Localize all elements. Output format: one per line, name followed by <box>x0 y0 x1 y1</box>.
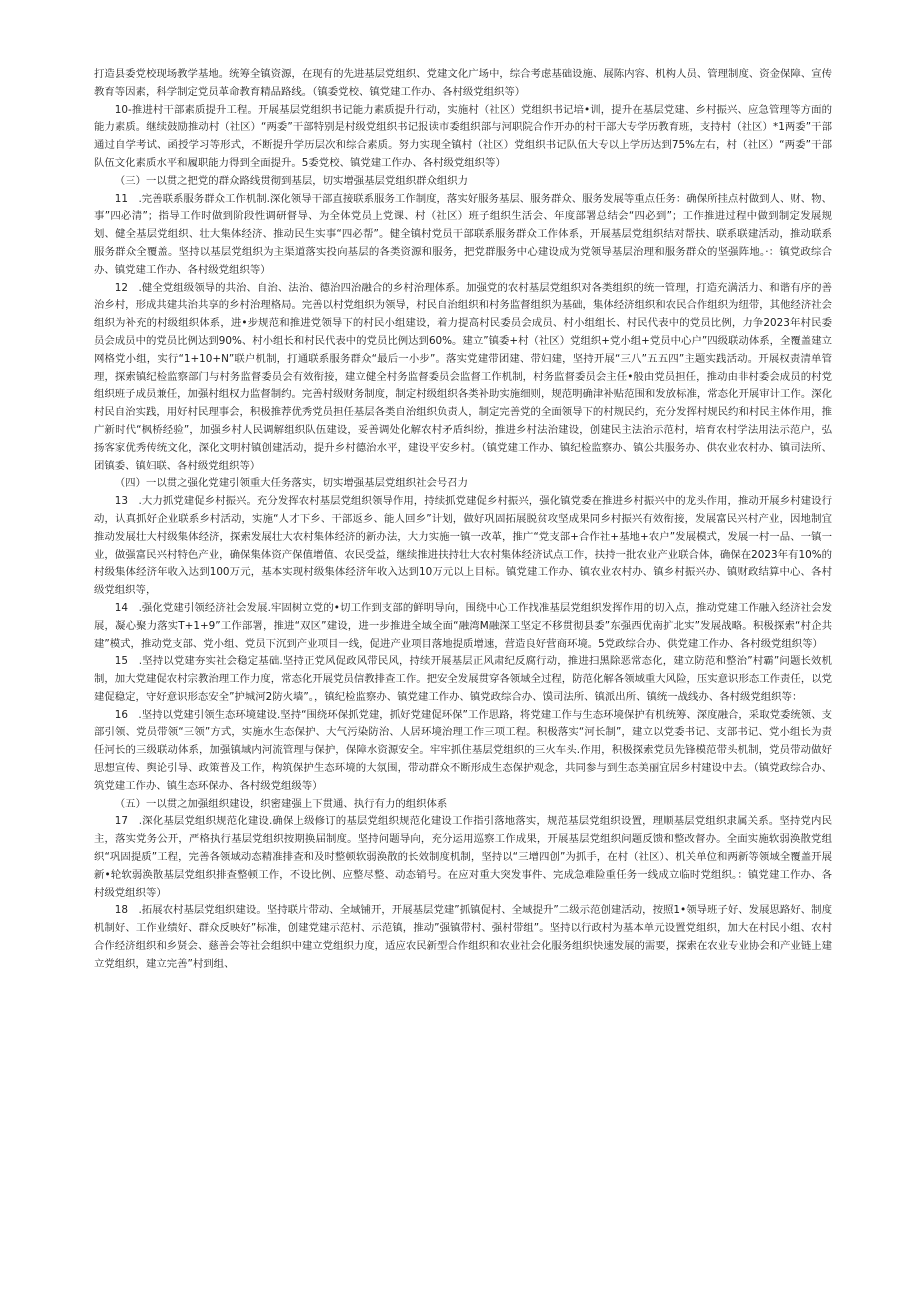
document-page <box>94 66 832 974</box>
paragraph-item-17: 17 .深化基层党组织规范化建设.确保上级修订的基层党组织规范化建设工作指引落地落实，规范基层党组织设置，理顺基层党组织隶属关系。坚持党内民主，落实党务公开，严格执行基层党组织按期换届制度。坚持问题导向，充分运用巡察工作成果，开展基层党组织问题反馈和整改督办。全面实施软弱涣散党组织“巩固提质”工程，完善各领域动态精准排查和及时整顿软弱涣散的长效制度机制，坚持以“三增四创”为抓手，在村（社区）、机关单位和两新等领域全覆盖开展新•轮软弱涣散基层党组织排查整顿工作，不设比例、应整尽整、动态销号。在应对重大突发事件、完成急难险重任务一线成立临时党组织。：镇党建工作办、各村级党组织等） <box>94 815 832 899</box>
section-heading-4: （四）一以贯之强化党建引领重大任务落实，切实增强基层党组织社会号召力 <box>114 477 469 490</box>
section-heading-3: （三）一以贯之把党的群众路线贯彻到基层，切实增强基层党组织群众组织力 <box>114 174 469 187</box>
paragraph-item-15: 15 .坚持以党建夯实社会稳定基础.坚持正党风促政风带民风，持续开展基层正风肃纪反腐行动，推进扫黑除恶常态化，建立防范和整治”村霸”问题长效机制，加大党建促农村宗教治理工作力度，常态化开展党员信教排查工作。把安全发展贯穿各领域全过程，防范化解各领域重大风险，压实意识形态工作责任，以党建促稳定，守好意识形态安全”护城河2防火墙”。，镇纪检监察办、镇党建工作办、镇党政综合办、馍司法所、镇派出所、镇统一战线办、各村级党组织等： <box>94 655 832 703</box>
paragraph-item-10: 10-推进村干部素质提升工程。开展基层党组织书记能力素质提升行动，实施村（社区）党组织书记培•训，提升在基层党建、乡村振兴、应急管理等方面的能力素质。继续鼓励推动村（社区）“两委”干部特别是村级党组织书记报读市委组织部与河职院合作开办的村干部大专学历教育班，支持村（社区）*1两委”干部通过自学考试、函授学习等形式，不断提升学历层次和综合素质。努力实现全镇村（社区）党组织书记队伍大专以上学历达到75%左右，村（社区）“两委”干部队伍文化素质水平和履职能力得到全面提升。5委党校、镇党建工作办、各村级党组织等） <box>94 103 832 169</box>
paragraph-item-14: 14 .强化党建引领经济社会发展.牢固树立党的•切工作到支部的鲜明导向，围绕中心工作找准基层党组织发挥作用的切入点，推动党建工作融入经济社会发展，凝心聚力落实T+1+9”工作部署，推进“双区”建设，进一步推进全域全面“融湾M融深工坚定不移贯彻县委”东强西优南扩北实”发展战略。积极探索“村企共建”模式，推动党支部、党小组、党员下沉到产业项目一线，促进产业项目落地提质增速，营造良好营商环境。5党政综合办、供党建工作办、各村级党组织等） <box>94 601 832 650</box>
paragraph-item-13: 13 .大力抓党建促乡村振兴。充分发挥农村基层党组织领导作用，持续抓党建促乡村振兴，强化镇党委在推进乡村振兴中的龙头作用，推动开展乡村建设行动，认真抓好企业联系乡村活动，实施“人才下乡、干部返乡、能人回乡”计划，做好巩固拓展脱贫攻坚成果同乡村振兴有效衔接，发展富民兴村产业，因地制宜推动发展壮大村级集体经济，探索发展壮大农村集体经济的新办法，大力实施一镇一改革，推广“党支部+合作社+基地+农户”发展模式，发展一村一品、一镇一业，做强富民兴村特色产业，确保集体资产保值增值、农民受益，继续推进扶持壮大农村集体经济试点工作，扶持一批农业产业联合体，确保在2023年有10%的村级集体经济年收入达到100万元，基本实现村级集体经济年收入达到10万元以上目标。镇党建工作办、镇农业农村办、镇乡村振兴办、镇财政结算中心、各村级党组织等， <box>94 495 832 597</box>
paragraph-intro: 打造县委党校现场教学基地。统筹全镇资源，在现有的先进基层党组织、党建文化广场中，综合考虑基础设施、展陈内容、机构人员、管理制度、资金保障、宣传教育等因素，科学制定党员革命教育精品路线。（镇委党校、镇党建工作办、各村级党组织等） <box>94 68 832 98</box>
paragraph-item-11: 11 .完善联系服务群众工作机制.深化领导干部直接联系服务工作制度，落实好服务基层、服务群众、服务发展等重点任务：确保所挂点村做到人、财、物、事”四必清”；指导工作时做到阶段性调研督导、为全体党员上党课、村（社区）班子组织生活会、年度部署总结会“四必到”；工作推进过程中做到制定发展规划、健全基层党组织、壮大集体经济、推动民生实事“四必帮”。健全镇村党员干部联系服务群众工作体系，开展基层党组织结对帮扶、联系联建活动，推动联系服务群众全覆盖。坚持以基层党组织为主渠道落实投向基层的各类资源和服务，把党群服务中心建设成为党领导基层治理和服务群众的坚强阵地。·：镇党政综合办、镇党建工作办、各村级党组织等） <box>94 192 832 276</box>
paragraph-item-18: 18 .拓展农村基层党组织建设。坚持联片带动、全域铺开，开展基层党建”抓镇促村、全域提升”二级示范创建活动，按照1•领导班子好、发展思路好、制度机制好、工作业绩好、群众反映好”标准，创建党建示范村、示范镇，推动”强镇带村、强村带组”。坚持以行政村为基本单元设置党组织，加大在村民小组、农村合作经济组织和乡贤会、慈善会等社会组织中建立党组织力度，适应农民新型合作组织和农业社会化服务组织快速发展的需要，探索在农业专业协会和产业链上建立党组织，建立完善”村到组、 <box>94 904 832 970</box>
section-heading-5: （五）一以贯之加强组织建设，织密建强上下贯通、执行有力的组织体系 <box>114 797 448 810</box>
paragraph-item-12: 12 .健全党组级领导的共治、自治、法治、德治四治融合的乡村治理体系。加强党的农村基层党组织对各类组织的统一管理，打造充满活力、和谐有序的善治乡村，形成共建共治共享的乡村治理格局。完善以村党组织为领导，村民自治组织和村务监督组织为基础，集体经济组织和农民合作组织为纽带，其他经济社会组织为补充的村级组织体系，进•步规范和推进党领导下的村民小组建设，着力提高村民委员会成员、村小组组长、村民代表中的党员比例，力争2023年村民委员会成员中的党员比例达到90%、村小组长和村民代表中的党员比例达到60%。建立”镇委+村（社区）党组织+党小组+党员中心户”四级联动体系，全覆盖建立网格党小组，实行“1+10+N”联户机制，打通联系服务群众“最后一小步”。落实党建带团建、带妇建，坚持开展“三八”五五四”主题实践活动。开展权责清单管理，探索镇纪检监察部门与村务监督委员会有效衔接，建立健全村务监督委员会监督工作机制，村务监督委员会主任•般由党员担任，推动由非村委会成员的村党组织班子成员兼任，加强村组权力监督制约。完善村级财务制度，制定村级组织各类补助实施细则，规范明确津补贴范围和发放标准，常态化开展审计工作。深化村民自治实践，用好村民理事会，积极推荐优秀党员担任基层各类自治组织负责人，制定完善党的全面领导下的村规民约，充分发挥村规民约和村民主体作用，推广新时代“枫桥经验”，加强乡村人民调解组织队伍建设，妥善调处化解农村矛盾纠纷，推进乡村法治建设，创建民主法治示范村，培育农村学法用法示范户，弘扬客家优秀传统文化，深化文明村镇创建活动，提升乡村德治水平，建设平安乡村。（镇党建工作办、镇纪检监察办、镇公共服务办、供农业农村办、镇司法所、团镇委、镇妇联、各村级党组织等） <box>94 281 832 472</box>
paragraph-item-16: 16 .坚持以党建引领生态环境建设.坚持“围绕环保抓党建，抓好党建促环保”工作思路，将党建工作与生态环境保护有机统筹、深度融合，采取党委统领、支部引领、党员带领“三领”方式，实施水生态保护、大气污染防治、人居环境治理工作三项工程。积极落实“河长制”，建立以党委书记、支部书记、党小组长为责任河长的三级联动体系，加强镇域内河流管理与保护，保障水资源安全。牢牢抓住基层党组织的三火车头.作用，积极探索党员先锋模范带头机制，党员带动做好思想宣传、舆论引导、政策普及工作，构筑保护生态环境的大氛围，带动群众不断形成生态保护观念，共同参与到生态美丽宜居乡村建设中去。（镇党政综合办、筑党建工作办、镇生态环保办、各村级党组级等） <box>94 708 832 792</box>
